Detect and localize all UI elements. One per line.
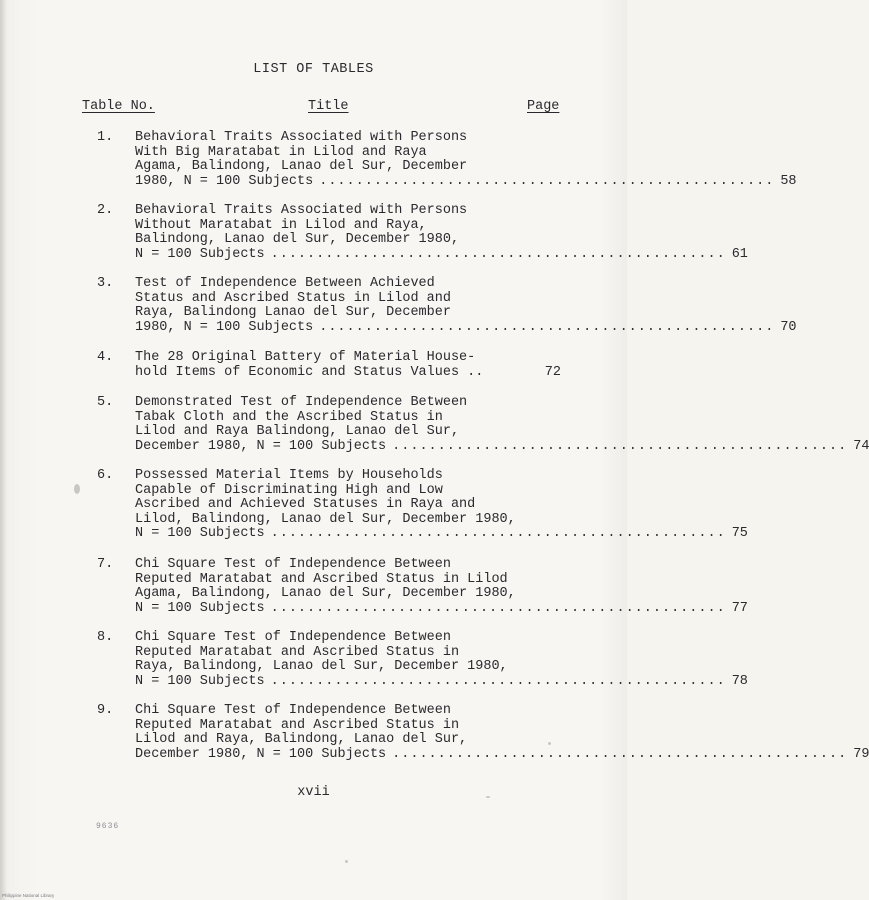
- entry-last-line: [135, 600, 748, 617]
- paper-speck: [486, 796, 490, 798]
- entry-title: [135, 468, 748, 542]
- entry-title-line: N = 100 Subjects: [135, 600, 265, 616]
- entry-last-line: [135, 366, 561, 381]
- entry-number: 9.: [97, 703, 114, 718]
- page-edge: [0, 0, 6, 900]
- entry-last-line: [135, 246, 748, 263]
- dot-leader: ..................................................: [319, 319, 775, 335]
- entry-title-line: Balindong, Lanao del Sur, December 1980,: [135, 232, 460, 248]
- entry-title-line: Test of Independence Between Achieved: [135, 276, 435, 291]
- entry-title-line: N = 100 Subjects: [135, 673, 265, 689]
- column-header-table-no: Table No.: [82, 99, 155, 114]
- library-stamp: 9636: [96, 822, 120, 831]
- entry-title-line: Tabak Cloth and the Ascribed Status in: [135, 409, 443, 425]
- entry-title-line: Lilod and Raya, Balindong, Lanao del Sur,: [135, 732, 468, 748]
- entry-title-line: Demonstrated Test of Independence Between: [135, 395, 468, 410]
- paper-speck: [548, 742, 551, 745]
- entry-number: 2.: [97, 203, 114, 218]
- entry-title-line: Chi Square Test of Independence Between: [135, 630, 451, 645]
- entry-title-line: Behavioral Traits Associated with Persons: [135, 130, 468, 145]
- entry-number: 5.: [97, 395, 114, 410]
- dot-leader: ..................................................: [392, 438, 848, 454]
- entry-page-number: 79: [853, 746, 869, 762]
- dot-leader: ..................................................: [392, 746, 848, 762]
- entry-number: 1.: [97, 130, 114, 145]
- entry-title-line: Reputed Maratabat and Ascribed Status in: [135, 644, 460, 660]
- dot-leader: ..................................................: [270, 600, 726, 616]
- entry-title-line: Agama, Balindong, Lanao del Sur, December 1980,: [135, 586, 516, 602]
- entry-page-number: 77: [731, 600, 748, 616]
- paper-speck: [345, 860, 348, 863]
- entry-number: 3.: [97, 276, 114, 291]
- entry-title: [135, 630, 748, 689]
- entry-title-line: Possessed Material Items by Households: [135, 468, 443, 483]
- entry-last-line: [135, 319, 797, 336]
- entry-title-line: 1980, N = 100 Subjects: [135, 319, 314, 335]
- column-header-title: Title: [308, 99, 349, 114]
- entry-page-number: 75: [731, 526, 748, 542]
- column-header-page: Page: [527, 99, 560, 114]
- entry-page-number: 61: [731, 246, 748, 262]
- entry-title-line: December 1980, N = 100 Subjects: [135, 438, 387, 454]
- entry-title-line: Reputed Maratabat and Ascribed Status in: [135, 717, 460, 733]
- entry-title-line: Reputed Maratabat and Ascribed Status in Lilod: [135, 571, 508, 587]
- dot-leader: ..................................................: [270, 673, 726, 689]
- entry-number: 8.: [97, 630, 114, 645]
- entry-page-number: 58: [780, 173, 797, 189]
- entry-page-number: 78: [731, 673, 748, 689]
- entry-title-line: Capable of Discriminating High and Low: [135, 482, 443, 498]
- entry-title: [135, 351, 565, 380]
- page-heading: LIST OF TABLES: [253, 62, 374, 77]
- entry-title-line: Chi Square Test of Independence Between: [135, 557, 451, 572]
- dot-leader: ..................................................: [319, 173, 775, 189]
- entry-title-line: Status and Ascribed Status in Lilod and: [135, 290, 451, 306]
- entry-last-line: [135, 438, 869, 455]
- entry-page-number: 70: [780, 319, 797, 335]
- entry-last-line: [135, 526, 748, 542]
- entry-title-line: hold Items of Economic and Status Values ..: [135, 364, 484, 380]
- entry-title-line: Agama, Balindong, Lanao del Sur, December: [135, 159, 468, 175]
- entry-title-line: Behavioral Traits Associated with Persons: [135, 203, 468, 218]
- entry-title-line: Lilod, Balindong, Lanao del Sur, December 1980,: [135, 511, 516, 527]
- entry-title: [135, 557, 748, 616]
- dot-leader: ..................................................: [270, 526, 726, 542]
- entry-title: [135, 130, 797, 189]
- entry-title-line: Raya, Balindong, Lanao del Sur, December 1980,: [135, 659, 508, 675]
- entry-number: 7.: [97, 557, 114, 572]
- entry-title-line: December 1980, N = 100 Subjects: [135, 746, 387, 762]
- entry-title: [135, 395, 869, 454]
- entry-number: 4.: [97, 350, 114, 365]
- entry-last-line: [135, 673, 748, 690]
- entry-title-line: With Big Maratabat in Lilod and Raya: [135, 144, 427, 160]
- entry-page-number: 72: [544, 364, 561, 380]
- entry-last-line: [135, 173, 797, 190]
- entry-title-line: Raya, Balindong Lanao del Sur, December: [135, 305, 451, 321]
- entry-title-line: Chi Square Test of Independence Between: [135, 703, 451, 718]
- entry-title-line: Lilod and Raya Balindong, Lanao del Sur,: [135, 424, 460, 440]
- entry-page-number: 74: [853, 438, 869, 454]
- scan-credit: Philippine National Library: [2, 893, 55, 898]
- page-number-footer: xvii: [297, 785, 330, 800]
- entry-title-line: 1980, N = 100 Subjects: [135, 173, 314, 189]
- entry-last-line: [135, 746, 869, 763]
- entry-title: [135, 276, 797, 335]
- paper-speck: [74, 484, 80, 494]
- entry-title-line: Ascribed and Achieved Statuses in Raya and: [135, 497, 476, 513]
- entry-title-line: N = 100 Subjects: [135, 526, 265, 542]
- entry-title: [135, 703, 869, 762]
- dot-leader: ..................................................: [270, 246, 726, 262]
- entry-title: [135, 203, 748, 262]
- entry-title-line: N = 100 Subjects: [135, 246, 265, 262]
- entry-title-line: The 28 Original Battery of Material House-: [135, 350, 476, 365]
- entry-number: 6.: [97, 468, 114, 483]
- entry-title-line: Without Maratabat in Lilod and Raya,: [135, 217, 427, 233]
